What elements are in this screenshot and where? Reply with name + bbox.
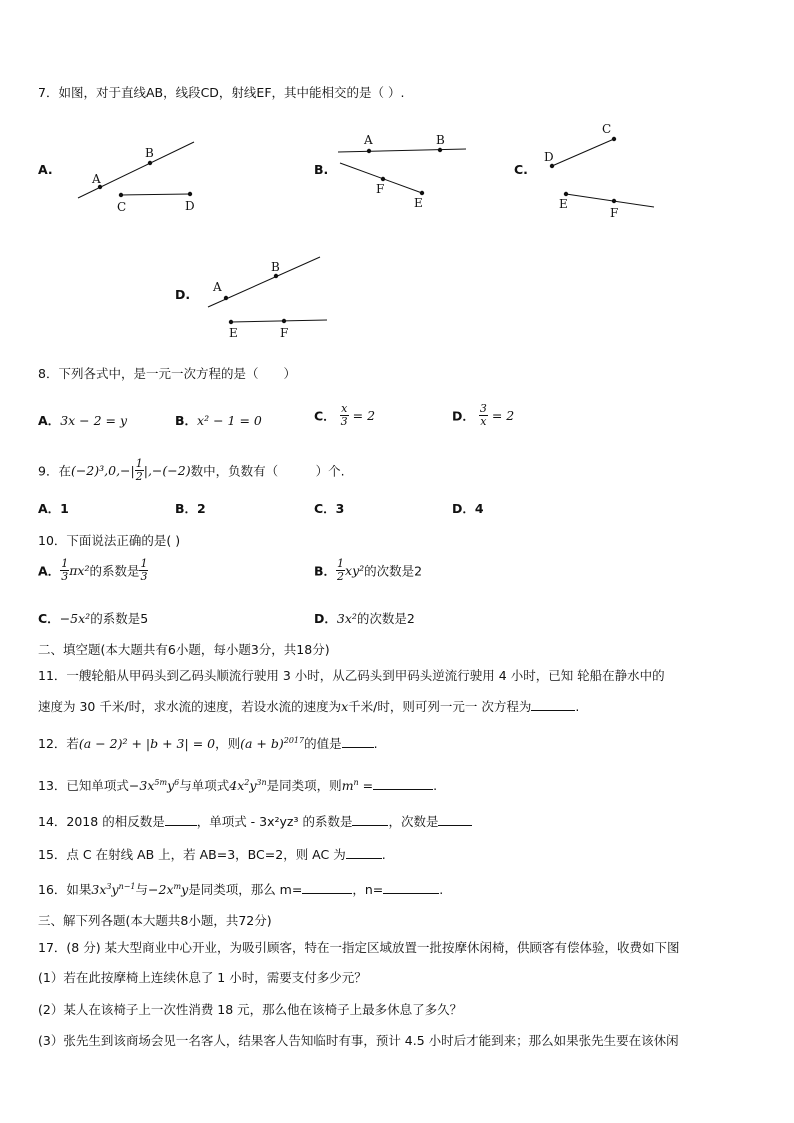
q7-figure-d — [208, 257, 327, 340]
q17-stem: 17．(8 分) 某大型商业中心开业，为吸引顾客，特在一指定区域放置一批按摩休闲椅，供顾客有偿体验，收费如下图 — [38, 940, 680, 955]
q7-d-point-b: B — [271, 260, 280, 274]
q9-stem: 9．在(−2)³,0,−| $\frac{1}{2}$ |,−(−2)数中，负数有（ ）个. — [38, 457, 345, 483]
section-2-heading: 二、填空题(本大题共有6小题，每小题3分，共18分) — [38, 642, 330, 657]
q16-line: 16．如果$3x^3y^{n-1}$与$-2x^my$是同类项，那么 m= ，n= . — [38, 881, 444, 897]
q11-answer-blank[interactable] — [531, 698, 575, 711]
q7-option-b-label: B. — [314, 162, 329, 177]
q17-part-1: (1）若在此按摩椅上连续休息了 1 小时，需要支付多少元？ — [38, 970, 367, 985]
q7-a-point-c: C — [117, 200, 127, 214]
q8-option-d: D． $\frac{3}{x}$ = 2 — [452, 402, 515, 428]
q8-option-b: B．x² − 1 = 0 — [175, 413, 262, 428]
q11-line-1: 11．一艘轮船从甲码头到乙码头顺流行驶用 3 小时，从乙码头到甲码头逆流行驶用 4 小时，已知 轮船在静水中的 — [38, 668, 665, 683]
q7-option-d-label: D. — [175, 287, 191, 302]
q7-a-point-a: A — [92, 172, 101, 186]
q8-option-c: C． $\frac{x}{3}$ = 2 — [314, 402, 376, 428]
q8-stem: 8．下列各式中，是一元一次方程的是（ ） — [38, 366, 296, 381]
q15-answer-blank[interactable] — [346, 846, 382, 859]
q7-figure-c — [544, 122, 654, 220]
q9-option-a: A．1 — [38, 501, 69, 516]
q9-option-b: B．2 — [175, 501, 206, 516]
q7-option-c-label: C. — [514, 162, 528, 177]
q16-answer-blank-m[interactable] — [302, 881, 352, 894]
q7-d-point-f: F — [280, 326, 289, 340]
q7-a-point-b: B — [145, 146, 154, 160]
q7-figures — [0, 0, 794, 360]
q7-a-point-d: D — [185, 199, 195, 213]
q8-option-a: A．3x − 2 = y — [38, 413, 128, 428]
section-3-heading: 三、解下列各题(本大题共8小题，共72分) — [38, 913, 272, 928]
q15-line: 15．点 C 在射线 AB 上，若 AB=3，BC=2，则 AC 为 . — [38, 847, 386, 862]
q10-option-c: C．−5x²的系数是5 — [38, 611, 149, 626]
q7-d-point-e: E — [229, 326, 238, 340]
q14-answer-blank-1[interactable] — [165, 813, 197, 826]
q7-d-point-a: A — [213, 280, 222, 294]
q7-b-point-e: E — [414, 196, 423, 210]
q12-answer-blank[interactable] — [342, 735, 374, 748]
q10-option-d: D．3x²的次数是2 — [314, 611, 415, 626]
q14-line: 14．2018 的相反数是 ，单项式 - 3x²yz³ 的系数是 ，次数是 — [38, 812, 472, 830]
q7-figure-a — [78, 142, 195, 214]
q17-part-3: (3）张先生到该商场会见一名客人，结果客人告知临时有事，预计 4.5 小时后才能到来；那么如果张先生要在该休闲 — [38, 1033, 679, 1048]
q10-stem: 10．下面说法正确的是( ) — [38, 533, 181, 548]
q7-stem: 7．如图，对于直线AB，线段CD，射线EF，其中能相交的是（ ）. — [38, 85, 405, 100]
q10-option-a: A． $\frac{1}{3}$ πx²的系数是 $\frac{1}{3}$ — [38, 557, 148, 583]
q14-answer-blank-3[interactable] — [438, 813, 472, 826]
q7-c-point-d: D — [544, 150, 554, 164]
q17-part-2: (2）某人在该椅子上一次性消费 18 元，那么他在该椅子上最多休息了多久？ — [38, 1002, 463, 1017]
q7-option-a-label: A. — [38, 162, 53, 177]
q13-answer-blank[interactable] — [373, 777, 433, 790]
q9-option-d: D．4 — [452, 501, 484, 516]
q12-line: 12．若(a − 2)² + |b + 3| = 0，则$(a + b)^{2017}$的值是 . — [38, 735, 378, 751]
q7-c-point-c: C — [602, 122, 612, 136]
q7-b-point-b: B — [436, 133, 445, 147]
q14-answer-blank-2[interactable] — [352, 813, 388, 826]
q7-c-point-f: F — [610, 206, 619, 220]
q9-option-c: C．3 — [314, 501, 345, 516]
q10-option-b: B． $\frac{1}{2}$ xy²的次数是2 — [314, 557, 423, 583]
q13-line: 13．已知单项式$-3x^{5m}y^6$与单项式$4x^2y^{3n}$是同类项，则$m^n$ = . — [38, 777, 438, 793]
q7-b-point-a: A — [364, 133, 373, 147]
q7-figure-b — [338, 133, 466, 210]
q11-line-2: 速度为 30 千米/时，求水流的速度，若设水流的速度为x千米/时，则可列一元一 次方程为 . — [38, 699, 580, 714]
q7-b-point-f: F — [376, 182, 385, 196]
q16-answer-blank-n[interactable] — [383, 881, 439, 894]
q7-c-point-e: E — [559, 197, 568, 211]
